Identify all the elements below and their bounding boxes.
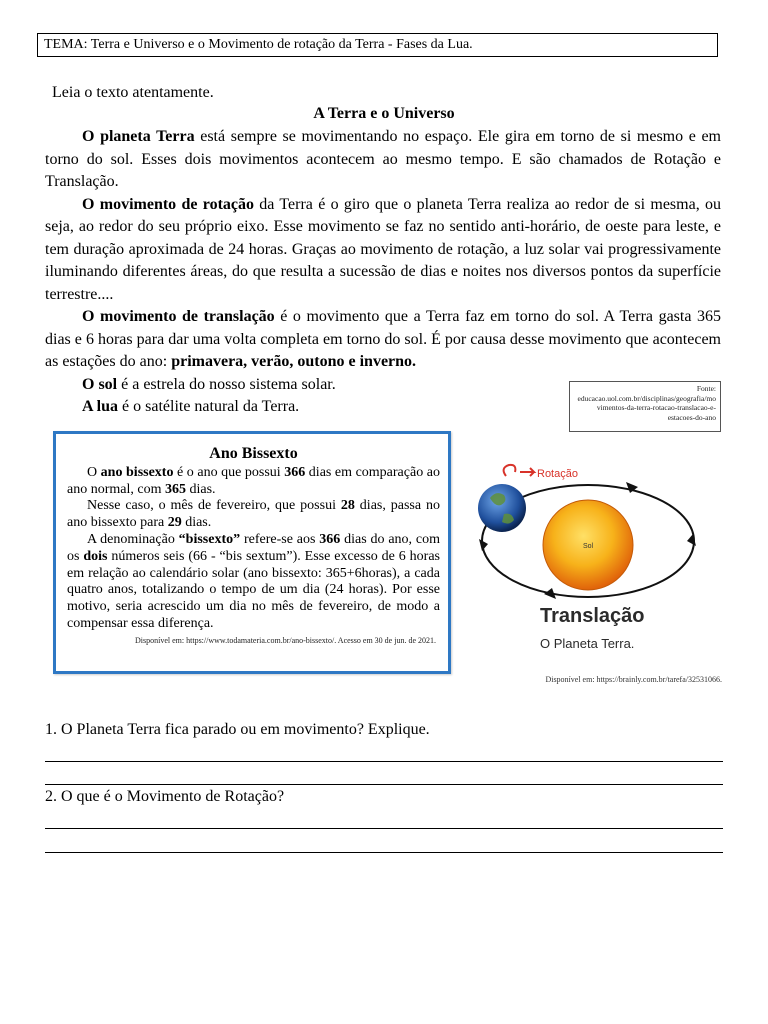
answer-line-1a[interactable] bbox=[45, 761, 723, 762]
leap-year-title: Ano Bissexto bbox=[209, 445, 298, 462]
paragraph-sun: O sol é a estrela do nosso sistema solar. bbox=[82, 375, 336, 393]
instruction-text: Leia o texto atentamente. bbox=[52, 84, 214, 101]
translation-label: Translação bbox=[540, 605, 645, 627]
source-box bbox=[569, 381, 721, 432]
image-credit: Disponível em: https://brainly.com.br/tarefa/32531066. bbox=[545, 675, 722, 684]
page-title: A Terra e o Universo bbox=[313, 105, 455, 122]
theme-header: TEMA: Terra e Universo e o Movimento de rotação da Terra - Fases da Lua. bbox=[37, 33, 718, 57]
orbit-arrow-left-icon bbox=[479, 539, 488, 551]
source-label: Fonte: bbox=[696, 384, 716, 393]
paragraph-moon: A lua é o satélite natural da Terra. bbox=[82, 398, 300, 415]
leap-paragraph-3: A denominação “bissexto” refere-se aos 366 dias do ano, com os dois números seis (66 - “bis sextum”). Esse excesso de 6 horas em relação ao calendário solar (ano bissexto: 365+6horas), a cada quatro anos, totalizando o tempo de um dia (24 horas). Por esse motivo, seria acrescido um dia no mês de fevereiro, de modo a compensar essa diferença. bbox=[67, 531, 440, 631]
paragraph-translation: O movimento de translação é o movimento que a Terra faz em torno do sol. A Terra gasta 365 dias e 6 horas para dar uma volta completa em torno do sol. É por causa desse movimento que acontecem as estações do ano: primavera, verão, outono e inverno. bbox=[45, 308, 722, 370]
rotation-label-arrow-icon bbox=[520, 468, 534, 476]
rotation-label: Rotação bbox=[537, 468, 578, 480]
rotation-arrow-icon bbox=[504, 465, 516, 476]
question-1: 1. O Planeta Terra fica parado ou em movimento? Explique. bbox=[45, 721, 430, 738]
question-2: 2. O que é o Movimento de Rotação? bbox=[45, 788, 285, 805]
earth-orbit-diagram bbox=[468, 446, 728, 666]
paragraph-planet: O planeta Terra está sempre se movimentando no espaço. Ele gira em torno de si mesmo e em torno do sol. Esses dois movimentos acontecem ao mesmo tempo. E são chamados de Rotação e Translação. bbox=[45, 128, 722, 190]
answer-line-1b[interactable] bbox=[45, 784, 723, 785]
answer-line-2b[interactable] bbox=[45, 852, 723, 853]
sun-label: Sol bbox=[582, 543, 594, 550]
leap-year-box bbox=[53, 431, 451, 674]
answer-line-2a[interactable] bbox=[45, 828, 723, 829]
earth-icon bbox=[478, 484, 526, 532]
leap-paragraph-1: O ano bissexto é o ano que possui 366 dias em comparação ao ano normal, com 365 dias. bbox=[67, 464, 440, 497]
diagram-caption: O Planeta Terra. bbox=[540, 636, 635, 651]
paragraph-rotation: O movimento de rotação da Terra é o giro que o planeta Terra realiza ao redor de si mesma, ou seja, ao redor do seu próprio eixo. Esse movimento se faz no sentido anti-horário, de oeste para leste, e tem duração aproximada de 24 horas. Graças ao movimento de rotação, a luz solar vai progressivamente iluminando diferentes áreas, do que resulta a sucessão de dias e noites nos diversos pontos da superfície terrestre.... bbox=[45, 195, 721, 303]
leap-paragraph-2: Nesse caso, o mês de fevereiro, que possui 28 dias, passa no ano bissexto para 29 dias. bbox=[67, 498, 440, 531]
leap-year-credit: Disponível em: https://www.todamateria.com.br/ano-bissexto/. Acesso em 30 de jun. de 2021. bbox=[135, 636, 436, 646]
source-url: educacao.uol.com.br/disciplinas/geografia/movimentos-da-terra-rotacao-translacao-e-estacoes-do-ano bbox=[577, 393, 716, 422]
main-text bbox=[45, 126, 721, 419]
